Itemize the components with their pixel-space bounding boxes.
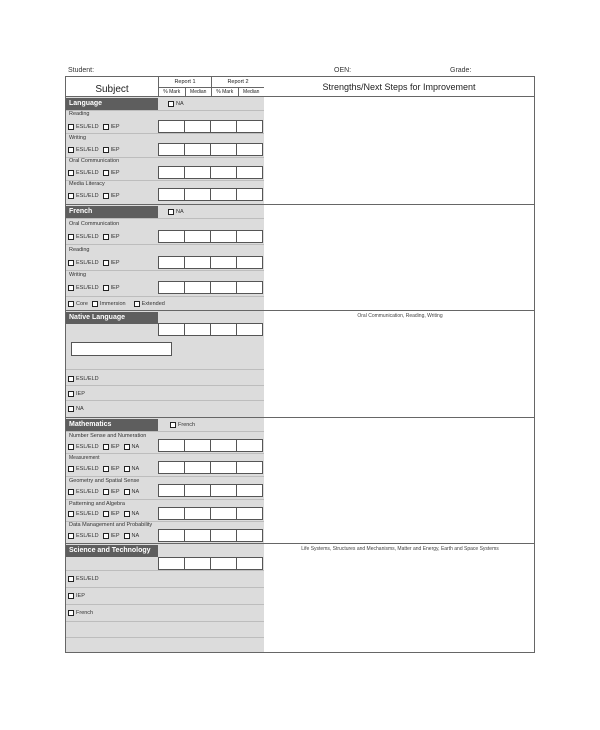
checkbox-icon [170,422,176,428]
grade-label: Grade: [450,67,472,74]
french-na-option[interactable]: NA [168,208,188,216]
oen-label: OEN: [334,67,352,74]
strand-french-oral: Oral Communication [69,221,120,227]
language-writing-marks[interactable] [158,143,263,156]
median-col-2: Median [238,88,265,97]
checkbox-icon [68,170,74,176]
science-iep-option[interactable]: IEP [68,592,89,600]
checkbox-icon [168,209,174,215]
checkbox-icon [124,489,130,495]
checkbox-icon [103,444,109,450]
checkbox-icon [124,444,130,450]
native-language-input[interactable] [71,342,172,356]
language-writing-options[interactable]: ESL/ELD IEP [68,146,124,154]
checkbox-icon [68,406,74,412]
math-geometry-options[interactable]: ESL/ELD IEP NA [68,488,143,496]
strand-number-sense: Number Sense and Numeration [69,433,147,439]
strengths-column [264,76,535,653]
french-reading-options[interactable]: ESL/ELD IEP [68,259,124,267]
checkbox-icon [68,376,74,382]
language-na-option[interactable]: NA [168,100,188,108]
checkbox-icon [103,170,109,176]
math-measurement-marks[interactable] [158,461,263,474]
language-oral-options[interactable]: ESL/ELD IEP [68,169,124,177]
checkbox-icon [68,576,74,582]
strengths-header: Strengths/Next Steps for Improvement [264,77,534,96]
french-oral-options[interactable]: ESL/ELD IEP [68,233,124,241]
math-geometry-marks[interactable] [158,484,263,497]
native-title: Native Language [66,312,158,324]
checkbox-icon [68,124,74,130]
checkbox-icon [68,260,74,266]
report2-title: Report 2 [212,77,264,88]
checkbox-icon [68,193,74,199]
checkbox-icon [103,285,109,291]
checkbox-icon [103,260,109,266]
checkbox-icon [68,234,74,240]
checkbox-icon [68,593,74,599]
checkbox-icon [124,533,130,539]
native-esl-option[interactable]: ESL/ELD [68,375,103,383]
french-reading-marks[interactable] [158,256,263,269]
strand-data-management: Data Management and Probability [69,522,153,528]
language-reading-marks[interactable] [158,120,263,133]
math-title: Mathematics [66,419,158,431]
language-oral-marks[interactable] [158,166,263,179]
checkbox-icon [124,511,130,517]
strand-measurement: Measurement [69,455,100,461]
checkbox-icon [68,285,74,291]
french-writing-options[interactable]: ESL/ELD IEP [68,284,124,292]
strand-media: Media Literacy [69,181,105,187]
checkbox-icon [68,301,74,307]
science-marks[interactable] [158,557,263,570]
checkbox-icon [103,466,109,472]
strand-french-reading: Reading [69,247,90,253]
native-comment-hint: Oral Communication, Reading, Writing [357,313,443,319]
checkbox-icon [103,511,109,517]
math-patterning-marks[interactable] [158,507,263,520]
checkbox-icon [124,466,130,472]
header-divider [65,96,535,97]
checkbox-icon [68,511,74,517]
mark-col-1: % Mark [163,89,181,95]
french-writing-marks[interactable] [158,281,263,294]
checkbox-icon [68,147,74,153]
strand-geometry: Geometry and Spatial Sense [69,478,140,484]
language-reading-options[interactable]: ESL/ELD IEP [68,123,124,131]
french-title: French [66,206,158,218]
science-french-option[interactable]: French [68,609,97,617]
strand-french-writing: Writing [69,272,87,278]
student-label: Student: [68,67,95,74]
checkbox-icon [68,533,74,539]
checkbox-icon [103,193,109,199]
checkbox-icon [103,147,109,153]
checkbox-icon [134,301,140,307]
french-oral-marks[interactable] [158,230,263,243]
native-iep-option[interactable]: IEP [68,390,89,398]
checkbox-icon [103,533,109,539]
strand-reading: Reading [69,111,90,117]
median-col-1: Median [185,88,212,97]
checkbox-icon [103,234,109,240]
checkbox-icon [68,444,74,450]
math-number-marks[interactable] [158,439,263,452]
math-measurement-options[interactable]: ESL/ELD IEP NA [68,465,143,473]
checkbox-icon[interactable] [168,101,174,107]
math-patterning-options[interactable]: ESL/ELD IEP NA [68,510,143,518]
math-french-option[interactable]: French [170,421,199,429]
strand-writing: Writing [69,135,87,141]
math-data-marks[interactable] [158,529,263,542]
checkbox-icon [68,610,74,616]
science-title: Science and Technology [66,545,158,557]
checkbox-icon [68,391,74,397]
mark-col-2: % Mark [216,89,234,95]
native-marks[interactable] [158,323,263,336]
report2-header [211,77,264,96]
checkbox-icon [103,124,109,130]
language-media-marks[interactable] [158,188,263,201]
language-media-options[interactable]: ESL/ELD IEP [68,192,124,200]
checkbox-icon [103,489,109,495]
checkbox-icon [92,301,98,307]
native-na-option[interactable]: NA [68,405,88,413]
french-program-options[interactable]: Core Immersion Extended [68,300,169,308]
strand-oral: Oral Communication [69,158,120,164]
subject-header: Subject [66,77,158,96]
math-data-options[interactable]: ESL/ELD IEP NA [68,532,143,540]
science-comment-hint: Life Systems, Structures and Mechanisms, Matter and Energy, Earth and Space Systems [301,546,499,552]
checkbox-icon [68,466,74,472]
science-esl-option[interactable]: ESL/ELD [68,575,103,583]
strand-patterning: Patterning and Algebra [69,501,125,507]
checkbox-icon [68,489,74,495]
math-number-options[interactable]: ESL/ELD IEP NA [68,443,143,451]
language-title: Language [66,98,158,110]
report1-header [158,77,211,96]
report1-title: Report 1 [159,77,211,88]
